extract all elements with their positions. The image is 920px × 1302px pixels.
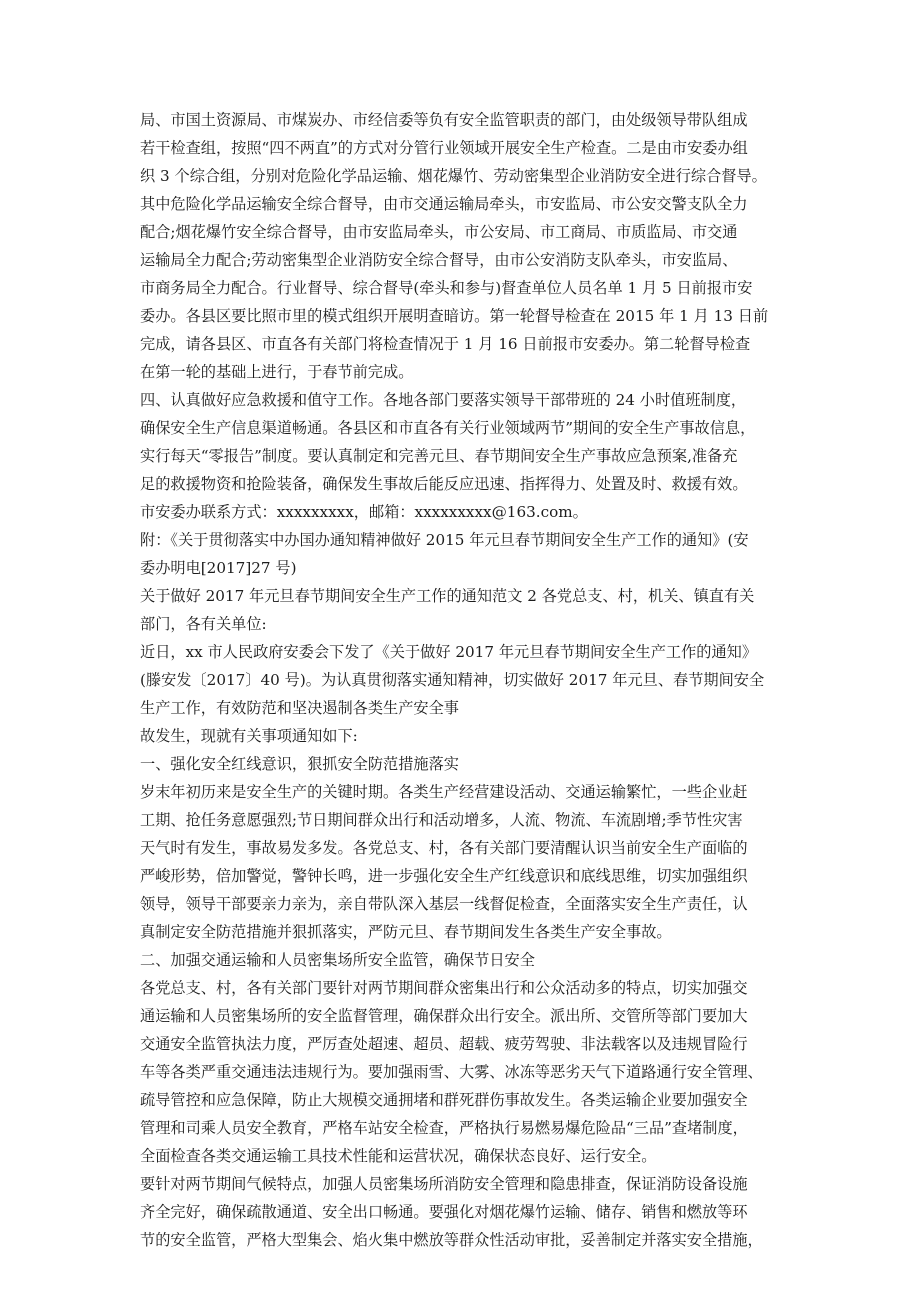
document-body xyxy=(140,106,800,1254)
notice-title-line: 部门，各有关单位: xyxy=(140,615,267,633)
text-line: 故发生，现就有关事项通知如下: xyxy=(140,727,358,745)
text-line: 通运输和人员密集场所的安全监督管理，确保群众出行安全。派出所、交管所等部门要加大 xyxy=(140,1007,748,1025)
text-line: 市商务局全力配合。行业督导、综合督导(牵头和参与)督查单位人员名单 1 月 5 日前报市安 xyxy=(140,279,753,297)
text-line: 委办。各县区要比照市里的模式组织开展明查暗访。第一轮督导检查在 2015 年 1 月 13 日前 xyxy=(140,307,769,325)
text-line: 车等各类严重交通违法违规行为。要加强雨雪、大雾、冰冻等恶劣天气下道路通行安全管理、 xyxy=(140,1063,763,1081)
section-heading: 四、认真做好应急救援和值守工作。各地各部门要落实领导干部带班的 24 小时值班制度， xyxy=(140,391,747,409)
text-line: 确保安全生产信息渠道畅通。各县区和市直各有关行业领域两节”期间的安全生产事故信息， xyxy=(140,419,756,437)
text-line: 完成，请各县区、市直各有关部门将检查情况于 1 月 16 日前报市安委办。第二轮督导检查 xyxy=(140,335,751,353)
section-heading: 二、加强交通运输和人员密集场所安全监管，确保节日安全 xyxy=(140,951,535,969)
text-line: 生产工作，有效防范和坚决遏制各类生产安全事 xyxy=(140,699,459,717)
text-line: 节的安全监管，严格大型集会、焰火集中燃放等群众性活动审批，妥善制定并落实安全措施， xyxy=(140,1231,763,1249)
text-line: 其中危险化学品运输安全综合督导，由市交通运输局牵头，市安监局、市公安交警支队全力 xyxy=(140,195,748,213)
attachment-line: 附：《关于贯彻落实中办国办通知精神做好 2015 年元旦春节期间安全生产工作的通知》(安 xyxy=(140,531,749,549)
text-line: 管理和司乘人员安全教育，严格车站安全检查，严格执行易燃易爆危险品“三品”查堵制度， xyxy=(140,1119,748,1137)
attachment-line: 委办明电[2017]27 号) xyxy=(140,559,297,577)
text-line: 交通安全监管执法力度，严厉查处超速、超员、超载、疲劳驾驶、非法载客以及违规冒险行 xyxy=(140,1035,748,1053)
text-line: 织 3 个综合组，分别对危险化学品运输、烟花爆竹、劳动密集型企业消防安全进行综合督导。 xyxy=(140,167,767,185)
text-line: 实行每天“零报告”制度。要认真制定和完善元旦、春节期间安全生产事故应急预案,准备充 xyxy=(140,447,738,465)
section-heading: 一、强化安全红线意识，狠抓安全防范措施落实 xyxy=(140,755,459,773)
text-line: 严峻形势，倍加警觉，警钟长鸣，进一步强化安全生产红线意识和底线思维，切实加强组织 xyxy=(140,867,748,885)
text-line: 工期、抢任务意愿强烈;节日期间群众出行和活动增多，人流、物流、车流剧增;季节性灾害 xyxy=(140,811,743,829)
text-line: 真制定安全防范措施并狠抓落实，严防元旦、春节期间发生各类生产安全事故。 xyxy=(140,923,672,941)
text-line: 局、市国土资源局、市煤炭办、市经信委等负有安全监管职责的部门，由处级领导带队组成 xyxy=(140,111,748,129)
text-line: 足的救援物资和抢险装备，确保发生事故后能反应迅速、指挥得力、处置及时、救援有效。 xyxy=(140,475,748,493)
text-line: 疏导管控和应急保障，防止大规模交通拥堵和群死群伤事故发生。各类运输企业要加强安全 xyxy=(140,1091,748,1109)
text-line: 要针对两节期间气候特点，加强人员密集场所消防安全管理和隐患排查，保证消防设备设施 xyxy=(140,1175,748,1193)
text-line: 领导，领导干部要亲力亲为，亲自带队深入基层一线督促检查，全面落实安全生产责任，认 xyxy=(140,895,748,913)
contact-line: 市安委办联系方式：xxxxxxxxx，邮箱：xxxxxxxxx@163.com。 xyxy=(140,503,588,521)
text-line: 全面检查各类交通运输工具技术性能和运营状况，确保状态良好、运行安全。 xyxy=(140,1147,657,1165)
text-line: 各党总支、村，各有关部门要针对两节期间群众密集出行和公众活动多的特点，切实加强交 xyxy=(140,979,748,997)
text-line: 在第一轮的基础上进行，于春节前完成。 xyxy=(140,363,414,381)
text-line: 齐全完好，确保疏散通道、安全出口畅通。要强化对烟花爆竹运输、储存、销售和燃放等环 xyxy=(140,1203,748,1221)
text-line: 天气时有发生，事故易发多发。各党总支、村，各有关部门要清醒认识当前安全生产面临的 xyxy=(140,839,748,857)
text-line: 运输局全力配合;劳动密集型企业消防安全综合督导，由市公安消防支队牵头，市安监局、 xyxy=(140,251,738,269)
text-line: 若干检查组，按照“四不两直”的方式对分管行业领域开展安全生产检查。二是由市安委办组 xyxy=(140,139,748,157)
text-line: 配合;烟花爆竹安全综合督导，由市安监局牵头，市公安局、市工商局、市质监局、市交通 xyxy=(140,223,738,241)
text-line: 岁末年初历来是安全生产的关键时期。各类生产经营建设活动、交通运输繁忙，一些企业赶 xyxy=(140,783,748,801)
text-line: 近日，xx 市人民政府安委会下发了《关于做好 2017 年元旦春节期间安全生产工作的通知》 xyxy=(140,643,758,661)
notice-title-line: 关于做好 2017 年元旦春节期间安全生产工作的通知范文 2 各党总支、村，机关、镇直有关 xyxy=(140,587,755,605)
text-line: (滕安发〔2017〕40 号)。为认真贯彻落实通知精神，切实做好 2017 年元旦、春节期间安全 xyxy=(140,671,765,689)
